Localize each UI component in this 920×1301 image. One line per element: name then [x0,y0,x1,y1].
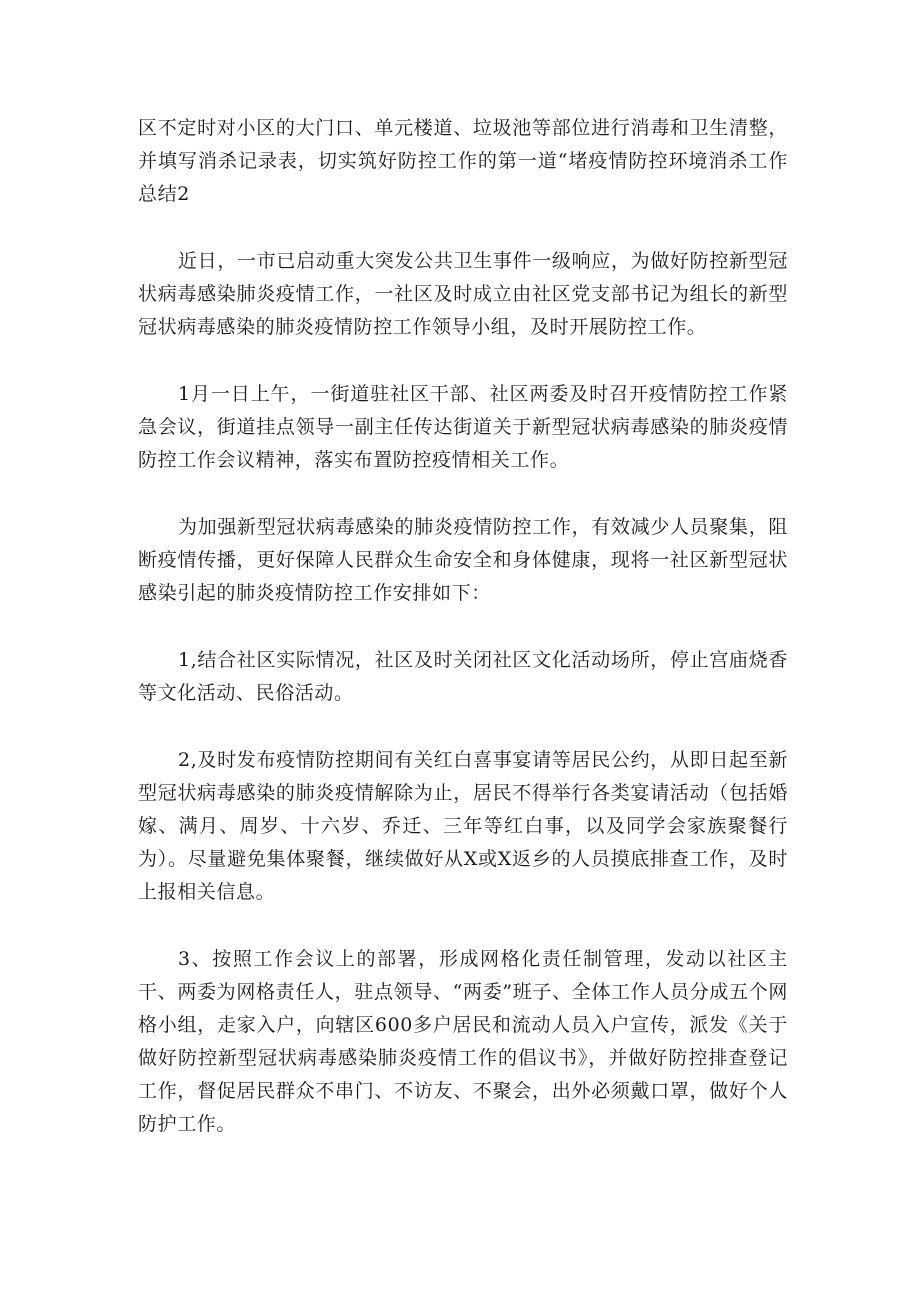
paragraph-meeting: 1月一日上午，一街道驻社区干部、社区两委及时召开疫情防控工作紧急会议，街道挂点领导一副主任传达街道关于新型冠状病毒感染的肺炎疫情防控工作会议精神，落实布置防控疫情相关工作。 [138,383,788,471]
paragraph-arrangement: 为加强新型冠状病毒感染的肺炎疫情防控工作，有效减少人员聚集，阻断疫情传播，更好保障人民群众生命安全和身体健康，现将一社区新型冠状感染引起的肺炎疫情防控工作安排如下： [138,516,788,604]
paragraph-item-1: 1,结合社区实际情况，社区及时关闭社区文化活动场所，停止宫庙烧香等文化活动、民俗活动。 [138,649,788,704]
paragraph-continuation: 区不定时对小区的大门口、单元楼道、垃圾池等部位进行消毒和卫生清整，并填写消杀记录表，切实筑好防控工作的第一道“堵疫情防控环境消杀工作总结2 [138,117,788,205]
paragraph-intro: 近日，一市已启动重大突发公共卫生事件一级响应，为做好防控新型冠状病毒感染肺炎疫情工作，一社区及时成立由社区党支部书记为组长的新型冠状病毒感染的肺炎疫情防控工作领导小组，及时开展防控工作。 [138,250,788,338]
paragraph-item-3: 3、按照工作会议上的部署，形成网格化责任制管理，发动以社区主干、两委为网格责任人，驻点领导、“两委”班子、全体工作人员分成五个网格小组，走家入户，向辖区600多户居民和流动人员入户宣传，派发《关于做好防控新型冠状病毒感染肺炎疫情工作的倡议书》，并做好防控排查登记工作，督促居民群众不串门、不访友、不聚会，出外必须戴口罩，做好个人防护工作。 [138,948,788,1135]
paragraph-item-2: 2,及时发布疫情防控期间有关红白喜事宴请等居民公约，从即日起至新型冠状病毒感染的肺炎疫情解除为止，居民不得举行各类宴请活动（包括婚嫁、满月、周岁、十六岁、乔迁、三年等红白事，以及同学会家族聚餐行为）。尽量避免集体聚餐，继续做好从X或X返乡的人员摸底排查工作，及时上报相关信息。 [138,749,788,903]
document-body [138,112,788,1141]
